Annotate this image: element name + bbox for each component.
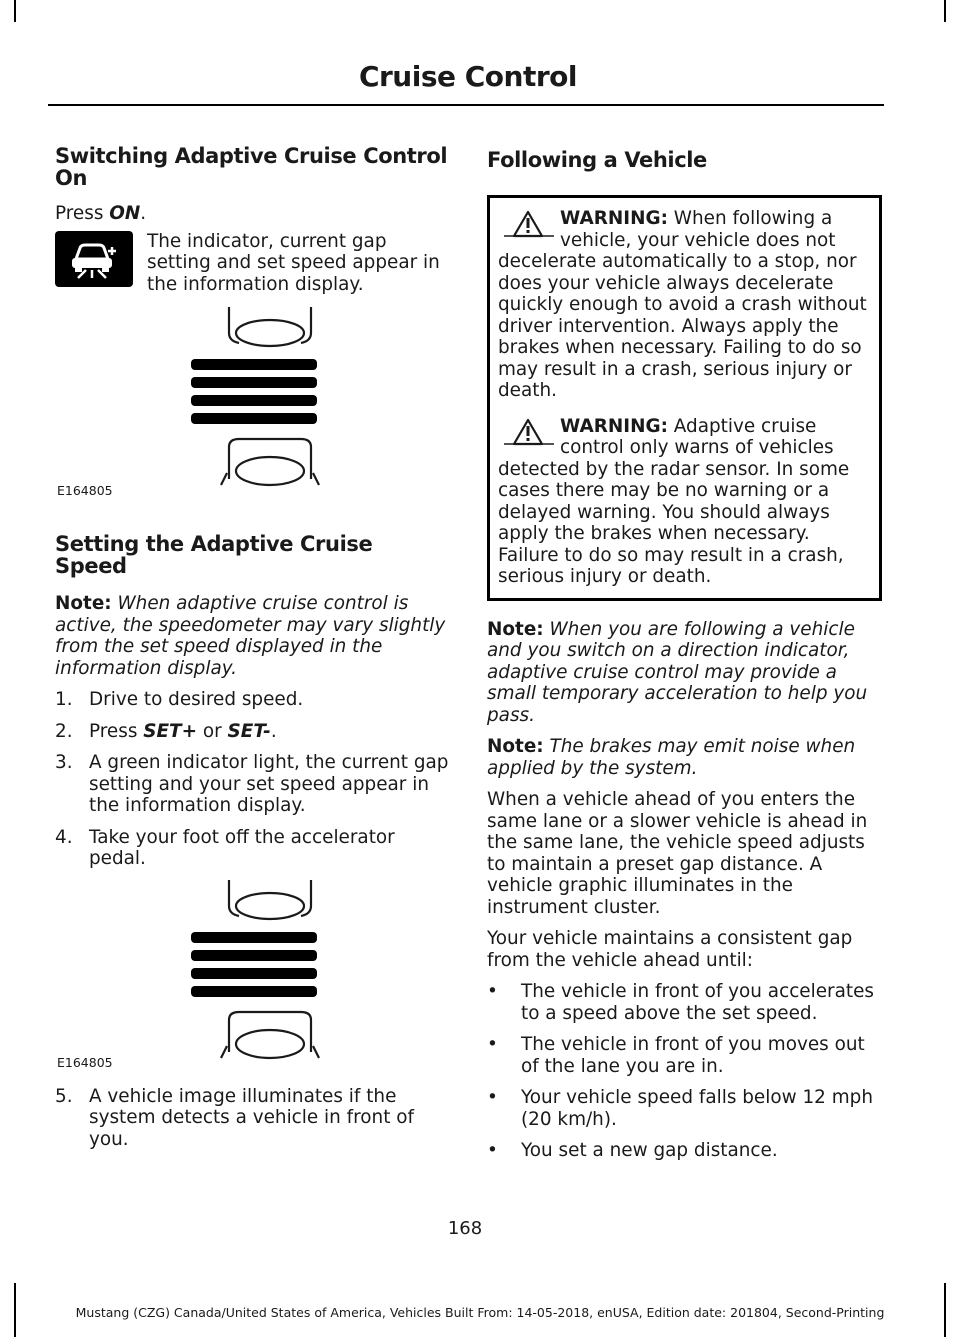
crop-mark-top-left: [14, 0, 16, 22]
step-text: or: [197, 720, 228, 742]
step-item: [55, 752, 450, 817]
step-text: Take your foot off the accelerator pedal.: [89, 826, 395, 869]
gap-bars: [191, 932, 317, 997]
step-item: [55, 689, 450, 711]
note-text: The brakes may emit noise when applied by the system.: [487, 736, 856, 779]
note-brakes-noise: [487, 736, 882, 779]
note-label: Note:: [487, 736, 544, 757]
indicator-description: The indicator, current gap setting and set speed appear in the information display.: [147, 230, 440, 295]
own-vehicle-icon: [221, 1012, 319, 1058]
own-vehicle-icon: [221, 439, 319, 485]
press-suffix: .: [140, 203, 147, 224]
figure-code: E164805: [57, 1055, 113, 1070]
step-number: 3.: [55, 752, 73, 773]
steps-list-continued: [55, 1086, 450, 1151]
gap-setting-diagram-2: [55, 876, 450, 1076]
note-direction-indicator: [487, 619, 882, 727]
header-rule: [48, 104, 884, 106]
step-item: [55, 721, 450, 743]
heading-following-vehicle: Following a Vehicle: [487, 148, 707, 172]
step-text: Drive to desired speed.: [89, 689, 304, 710]
key-set-plus: SET+: [143, 720, 198, 742]
key-set-minus: SET-: [227, 720, 271, 742]
bullet-item: [487, 1087, 882, 1130]
warning-text: When following a vehicle, your vehicle does not decelerate automatically to a stop, nor does your vehicle always decelerate quickly enough to avoid a crash without driver intervention. Always apply the brakes when necessary. Failing to do so may result in a crash, serious injury or death.: [498, 208, 867, 401]
paragraph-gap-adjust: When a vehicle ahead of you enters the same lane or a slower vehicle is ahead in the same lane, the vehicle speed adjusts to maintain a preset gap distance. A vehicle graphic illuminates in the instrument cluster.: [487, 789, 868, 918]
press-on-paragraph: [55, 203, 450, 225]
warning-text: Adaptive cruise control only warns of vehicles detected by the radar sensor. In some cases there may be no warning or a delayed warning. You should always apply the brakes when necessary. Failure to do so may result in a crash, serious injury or death.: [498, 415, 850, 587]
step-number: 4.: [55, 826, 73, 848]
footer-text: Mustang (CZG) Canada/United States of America, Vehicles Built From: 14-05-2018, enUSA, Edition date: 201804, Second-Printing: [75, 1305, 885, 1320]
bullet-item: [487, 1140, 882, 1162]
bullet-list: [487, 981, 882, 1162]
step-text: Press: [89, 720, 144, 742]
heading-switching-on: Switching Adaptive Cruise Control On: [55, 144, 448, 190]
right-column: [487, 145, 882, 1162]
bullet-item: [487, 1034, 882, 1077]
figure-code: E164805: [57, 482, 113, 498]
bullet-text: Your vehicle speed falls below 12 mph (20 km/h).: [521, 1087, 873, 1130]
warning-triangle-icon: [498, 416, 554, 446]
page-number: 168: [447, 1218, 483, 1239]
note-text: When you are following a vehicle and you switch on a direction indicator, adaptive cruise control may provide a small temporary acceleration to help you pass.: [487, 618, 868, 726]
warning-box: [487, 195, 882, 601]
left-column: [55, 145, 450, 1150]
step-text: A green indicator light, the current gap setting and your set speed appear in the information display.: [89, 752, 449, 816]
bullet-text: The vehicle in front of you accelerates to a speed above the set speed.: [521, 981, 874, 1024]
adaptive-cruise-indicator-icon: [55, 231, 133, 287]
paragraph-consistent-gap: Your vehicle maintains a consistent gap from the vehicle ahead until:: [487, 928, 853, 971]
bullet-dot: •: [487, 981, 498, 1002]
warning-item: [498, 416, 871, 588]
step-text: A vehicle image illuminates if the system detects a vehicle in front of you.: [89, 1085, 414, 1150]
press-prefix: Press: [55, 203, 110, 224]
crop-mark-top-right: [944, 0, 946, 22]
bullet-dot: •: [487, 1034, 498, 1055]
key-on: ON: [109, 203, 141, 224]
gap-bars: [191, 359, 317, 424]
bullet-dot: •: [487, 1140, 498, 1161]
bullet-dot: •: [487, 1087, 498, 1108]
step-item: [55, 1086, 450, 1151]
heading-setting-speed: Setting the Adaptive Cruise Speed: [55, 532, 373, 578]
warning-item: [498, 208, 871, 402]
step-item: [55, 827, 450, 870]
warning-label: WARNING:: [560, 208, 668, 229]
step-number: 1.: [55, 689, 73, 710]
step-number: 5.: [55, 1085, 73, 1107]
gap-setting-diagram: [55, 303, 450, 503]
bullet-item: [487, 981, 882, 1024]
indicator-row: [55, 231, 450, 296]
page-title: Cruise Control: [358, 60, 577, 93]
step-number: 2.: [55, 720, 73, 742]
step-text: .: [270, 720, 277, 742]
bullet-text: The vehicle in front of you moves out of the lane you are in.: [521, 1034, 865, 1077]
warning-triangle-icon: [498, 208, 554, 238]
bullet-text: You set a new gap distance.: [521, 1140, 778, 1161]
note-label: Note:: [55, 593, 112, 614]
lead-vehicle-icon: [229, 880, 311, 919]
lead-vehicle-icon: [229, 307, 311, 346]
note-speedometer: [55, 593, 450, 679]
steps-list: [55, 689, 450, 870]
warning-label: WARNING:: [560, 415, 668, 437]
note-label: Note:: [487, 618, 544, 640]
note-text: When adaptive cruise control is active, the speedometer may vary slightly from the set speed displayed in the information display.: [55, 593, 446, 679]
